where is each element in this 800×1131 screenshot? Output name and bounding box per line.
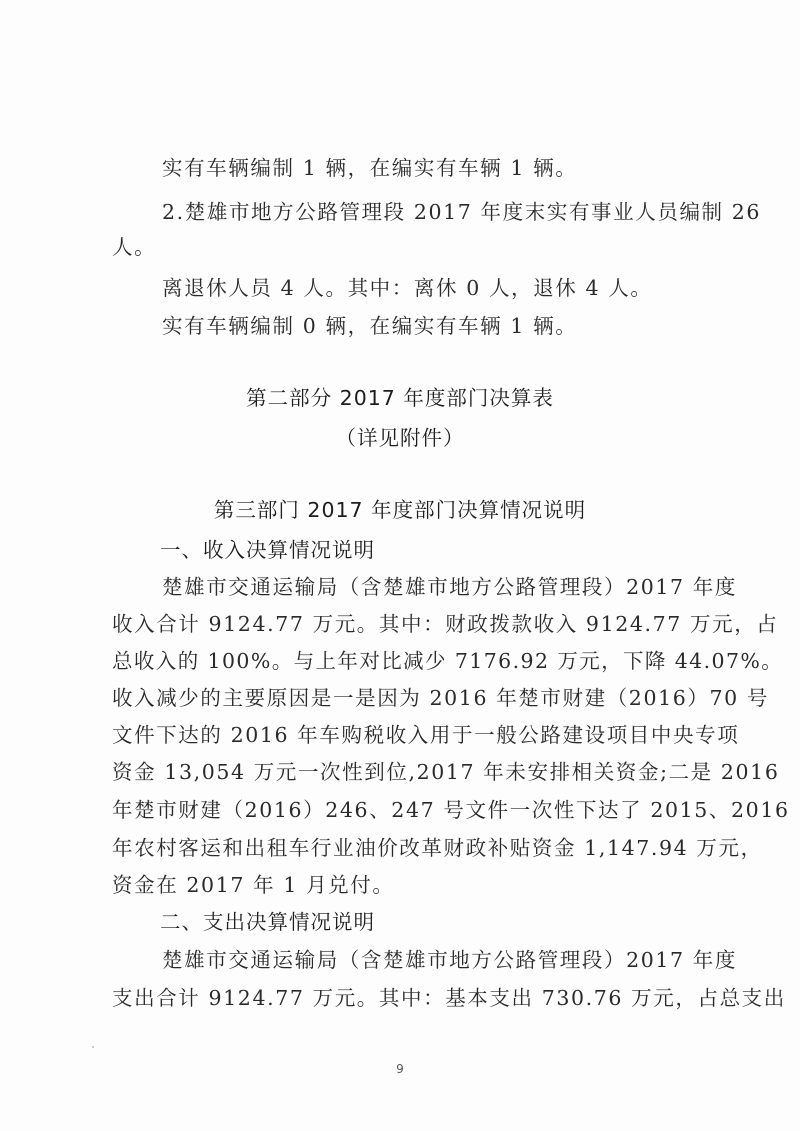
text-line: 年农村客运和出租车行业油价改革财政补贴资金 1,147.94 万元， [112,836,763,860]
text-line: 人。 [112,235,157,259]
text-line: 收入合计 9124.77 万元。其中：财政拨款收入 9124.77 万元，占 [112,612,779,636]
text-line: 资金 13,054 万元一次性到位,2017 年未安排相关资金;二是 2016 [112,760,780,784]
text-line: 楚雄市交通运输局（含楚雄市地方公路管理段）2017 年度 [162,575,737,599]
page-number: 9 [396,1062,404,1076]
text-line: 资金在 2017 年 1 月兑付。 [112,873,395,897]
part2-subtitle: （详见附件） [335,426,465,450]
text-line: 文件下达的 2016 年车购税收入用于一般公路建设项目中央专项 [112,723,740,747]
text-line: 收入减少的主要原因是一是因为 2016 年楚市财建（2016）70 号 [112,686,769,710]
scan-speck [92,1046,94,1048]
part3-title: 第三部门 2017 年度部门决算情况说明 [213,498,587,522]
text-line: 实有车辆编制 0 辆，在编实有车辆 1 辆。 [162,314,578,338]
text-line: 离退休人员 4 人。其中：离休 0 人，退休 4 人。 [162,276,653,300]
text-line: 支出合计 9124.77 万元。其中：基本支出 730.76 万元，占总支出 [112,986,786,1010]
text-line: 年楚市财建（2016）246、247 号文件一次性下达了 2015、2016 [112,798,790,822]
section2-title: 二、支出决算情况说明 [160,910,375,934]
part2-title: 第二部分 2017 年度部门决算表 [246,386,554,410]
section1-title: 一、收入决算情况说明 [160,538,375,562]
text-line: 实有车辆编制 1 辆，在编实有车辆 1 辆。 [162,156,578,180]
text-line: 总收入的 100%。与上年对比减少 7176.92 万元，下降 44.07%。 [112,649,784,673]
text-line: 楚雄市交通运输局（含楚雄市地方公路管理段）2017 年度 [162,948,737,972]
text-line: 2.楚雄市地方公路管理段 2017 年度末实有事业人员编制 26 [162,200,762,224]
